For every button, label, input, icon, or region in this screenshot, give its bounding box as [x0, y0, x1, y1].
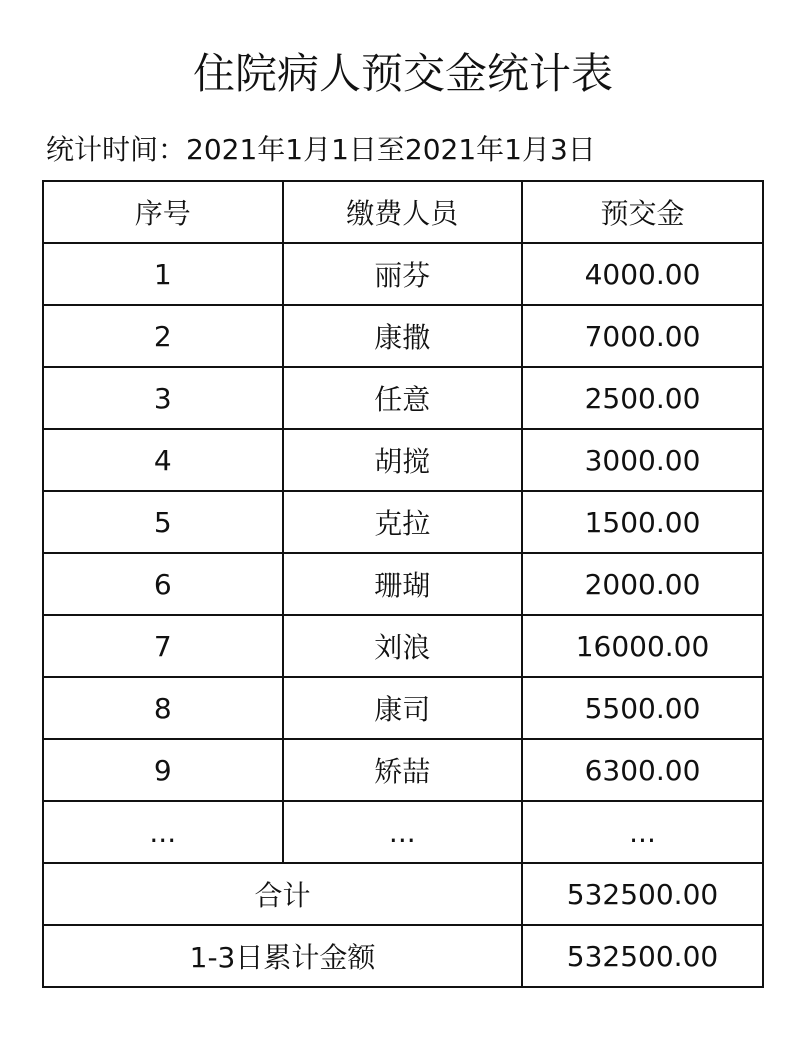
table-row	[43, 553, 763, 615]
row-amount: 4000.00	[522, 243, 763, 305]
prepayment-table	[42, 180, 764, 988]
total-label: 合计	[43, 863, 522, 925]
page-title: 住院病人预交金统计表	[192, 49, 613, 98]
row-index: 3	[43, 367, 283, 429]
row-amount: 1500.00	[522, 491, 763, 553]
row-payer: 康撒	[283, 305, 523, 367]
table-row	[43, 305, 763, 367]
row-index: 9	[43, 739, 283, 801]
header-payer: 缴费人员	[283, 181, 523, 243]
row-index: 8	[43, 677, 283, 739]
row-payer: 矫喆	[283, 739, 523, 801]
header-amount: 预交金	[522, 181, 763, 243]
row-index: 6	[43, 553, 283, 615]
row-amount: ...	[522, 801, 763, 863]
table-row	[43, 615, 763, 677]
table-row	[43, 243, 763, 305]
row-index: 7	[43, 615, 283, 677]
table-row	[43, 367, 763, 429]
table-row	[43, 429, 763, 491]
header-index: 序号	[43, 181, 283, 243]
row-index: 4	[43, 429, 283, 491]
row-amount: 5500.00	[522, 677, 763, 739]
row-payer: ...	[283, 801, 523, 863]
row-payer: 克拉	[283, 491, 523, 553]
table-row	[43, 677, 763, 739]
row-amount: 16000.00	[522, 615, 763, 677]
cumulative-value: 532500.00	[522, 925, 763, 987]
row-index: ...	[43, 801, 283, 863]
row-amount: 2500.00	[522, 367, 763, 429]
row-payer: 珊瑚	[283, 553, 523, 615]
row-payer: 康司	[283, 677, 523, 739]
statistics-period: 统计时间：2021年1月1日至2021年1月3日	[46, 133, 596, 166]
cumulative-row	[43, 925, 763, 987]
row-payer: 胡搅	[283, 429, 523, 491]
cumulative-label: 1-3日累计金额	[43, 925, 522, 987]
table-row	[43, 739, 763, 801]
row-index: 5	[43, 491, 283, 553]
row-amount: 6300.00	[522, 739, 763, 801]
table-header-row	[43, 181, 763, 243]
total-row	[43, 863, 763, 925]
total-value: 532500.00	[522, 863, 763, 925]
row-index: 2	[43, 305, 283, 367]
row-payer: 丽芬	[283, 243, 523, 305]
table-row	[43, 801, 763, 863]
row-amount: 2000.00	[522, 553, 763, 615]
row-payer: 任意	[283, 367, 523, 429]
row-index: 1	[43, 243, 283, 305]
row-amount: 7000.00	[522, 305, 763, 367]
row-payer: 刘浪	[283, 615, 523, 677]
table-row	[43, 491, 763, 553]
row-amount: 3000.00	[522, 429, 763, 491]
